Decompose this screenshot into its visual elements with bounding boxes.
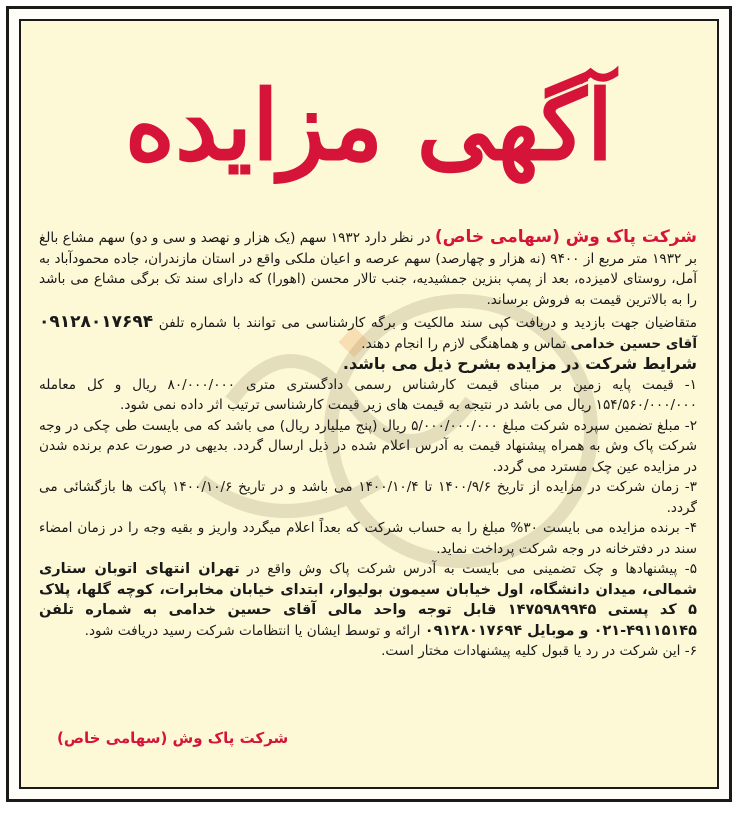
intro-paragraph: [39, 227, 697, 310]
condition-5-text-2: ارائه و توسط ایشان یا انتظامات شرکت رسید دریافت شود.: [84, 622, 425, 639]
company-address: تهران انتهای اتوبان ستاری شمالی، میدان دانشگاه، اول خیابان سیمون بولیوار، ابتدای خیابان مخابرات، کوچه گلها، پلاک ۵ کد پستی ۱۴۷۵۹۸۹۹۴۵ قابل توجه واحد مالی آقای حسین خدامی به شماره تلفن ۴۹۱۱۵۱۴۵-۰۲۱ و موبایل ۰۹۱۲۸۰۱۷۶۹۴: [39, 561, 697, 639]
notice-content: [39, 227, 697, 662]
condition-4: ۴- برنده مزایده می بایست ۳۰% مبلغ را به حساب شرکت که بعداً اعلام میگردد واریز و بقیه وجه را در زمان امضاء سند در دفترخانه در وجه شرکت پرداخت نماید.: [39, 520, 697, 557]
intro-text: در نظر دارد ۱۹۳۲ سهم (یک هزار و نهصد و سی و دو) سهم مشاع بالغ بر ۱۹۳۲ متر مربع از ۹۴۰۰ (نه هزار و چهارصد) سهم عرصه و اعیان ملکی واقع در استان مازندران، جاده محمودآباد به آمل، روستای لامیزده، بعد از پمپ بنزین جمشیدیه، جنب تالار محسن (اهورا) که دارای سند تک برگی مشاع می باشد را به بالاترین قیمت به فروش برساند.: [39, 230, 698, 308]
visit-contact: آقای حسین خدامی: [570, 335, 697, 352]
notice-title: آگهی مزایده: [124, 69, 614, 182]
condition-1: ۱- قیمت پایه زمین بر مبنای قیمت کارشناس رسمی دادگستری متری ۸۰/۰۰۰/۰۰۰ ریال و کل معامله ۱۵۴/۵۶۰/۰۰۰/۰۰۰ ریال می باشد در نتیجه به قیمت های زیر قیمت کارشناسی ترتیب اثر داده نمی شود.: [39, 376, 697, 413]
visit-phone: ۰۹۱۲۸۰۱۷۶۹۴: [39, 312, 154, 332]
condition-6: ۶- این شرکت در رد یا قبول کلیه پیشنهادات مختار است.: [381, 643, 697, 659]
company-name: شرکت پاک وش (سهامی خاص): [434, 227, 697, 247]
condition-3: ۳- زمان شرکت در مزایده از تاریخ ۱۴۰۰/۹/۶ تا ۱۴۰۰/۱۰/۴ می باشد و در تاریخ ۱۴۰۰/۱۰/۶ پاکت ها بازگشائی می گردد.: [39, 479, 697, 516]
notice-frame: [6, 6, 732, 802]
conditions-heading: شرایط شرکت در مزایده بشرح ذیل می باشد.: [342, 354, 697, 373]
condition-5-text: ۵- پیشنهادها و چک تضمینی می بایست به آدرس شرکت پاک وش واقع در: [239, 561, 697, 577]
visit-text: متقاضیان جهت بازدید و دریافت کپی سند مالکیت و برگه کارشناسی می توانند با شماره تلفن: [153, 315, 697, 331]
notice-body: [19, 19, 719, 789]
condition-5: [39, 559, 697, 641]
footer-company-name: شرکت پاک وش (سهامی خاص): [57, 729, 289, 747]
condition-2: ۲- مبلغ تضمین سپرده شرکت مبلغ ۵/۰۰۰/۰۰۰/۰۰۰ ریال (پنج میلیارد ریال) می باشد که می بایست طی چکی در وجه شرکت پاک وش به همراه پیشنهاد قیمت به آدرس اعلام شده در ذیل ارسال گردد. بدیهی در صورت عدم برنده شدن در مزایده عین چک مسترد می گردد.: [39, 417, 697, 475]
visit-text-2: تماس و هماهنگی لازم را انجام دهند.: [361, 335, 571, 352]
visit-paragraph: [39, 312, 697, 354]
